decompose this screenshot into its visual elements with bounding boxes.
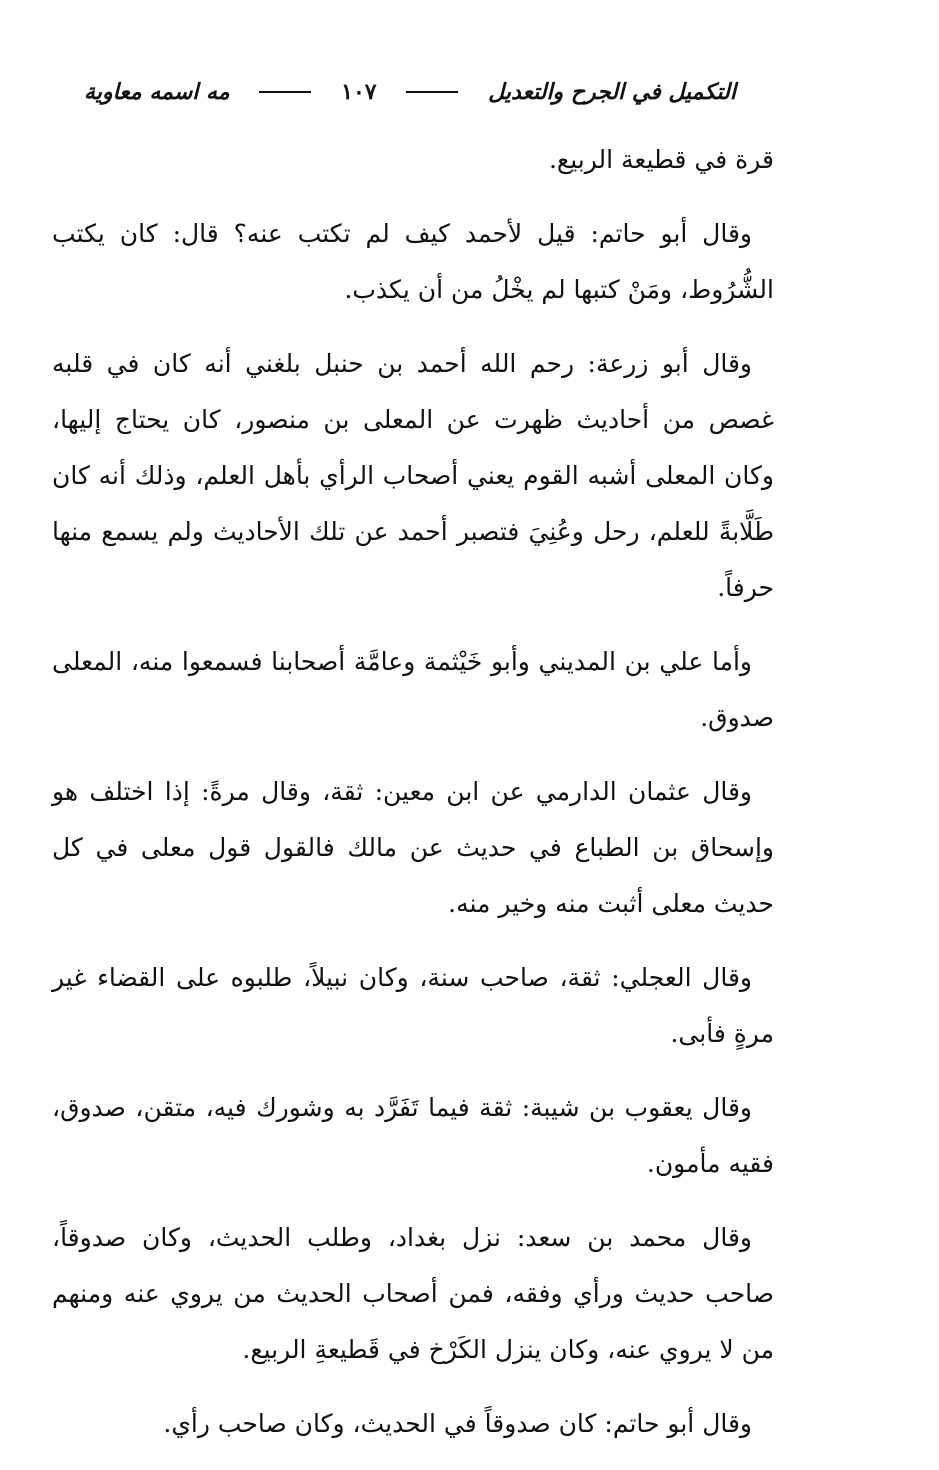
paragraph: وقال أبو حاتم: كان صدوقاً في الحديث، وكان صاحب رأي. <box>163 1409 752 1438</box>
header-dash <box>259 91 311 93</box>
page-number: ١٠٧ <box>341 79 377 105</box>
paragraph: وقال العجلي: ثقة، صاحب سنة، وكان نبيلاً، طلبوه على القضاء غير مرةٍ فأبى. <box>52 963 774 1048</box>
paragraph: وقال محمد بن سعد: نزل بغداد، وطلب الحديث، وكان صدوقاً، صاحب حديث ورأي وفقه، فمن أصحاب الحديث من يروي عنه ومنهم من لا يروي عنه، وكان ينزل الكَرْخ في قَطيعةِ الربيع. <box>52 1223 774 1364</box>
paragraph: وقال أبو حاتم: قيل لأحمد كيف لم تكتب عنه؟ قال: كان يكتب الشُّرُوط، ومَنْ كتبها لم يخْلُ من أن يكذب. <box>52 219 774 304</box>
paragraph: وأما علي بن المديني وأبو خَيْثمة وعامَّة أصحابنا فسمعوا منه، المعلى صدوق. <box>52 647 774 732</box>
running-header <box>84 74 736 110</box>
book-title: التكميل في الجرح والتعديل <box>488 79 736 105</box>
paragraph: قرة في قطيعة الربيع. <box>548 145 774 174</box>
paragraph: وقال أبو زرعة: رحم الله أحمد بن حنبل بلغني أنه كان في قلبه غصص من أحاديث ظهرت عن المعلى بن منصور، كان يحتاج إليها، وكان المعلى أشبه القوم يعني أصحاب الرأي بأهل العلم، وذلك أنه كان طَلَّابةً للعلم، رحل وعُنِيَ فتصبر أحمد عن تلك الأحاديث ولم يسمع منها حرفاً. <box>52 349 774 602</box>
header-dash <box>406 91 458 93</box>
body-text <box>52 132 774 1470</box>
section-title: مه اسمه معاوية <box>84 79 230 105</box>
paragraph: وقال عثمان الدارمي عن ابن معين: ثقة، وقال مرةً: إذا اختلف هو وإسحاق بن الطباع في حديث عن مالك فالقول قول معلى في كل حديث معلى أثبت منه وخير منه. <box>52 777 774 918</box>
paragraph: وقال يعقوب بن شيبة: ثقة فيما تَفَرَّد به وشورك فيه، متقن، صدوق، فقيه مأمون. <box>52 1093 774 1178</box>
